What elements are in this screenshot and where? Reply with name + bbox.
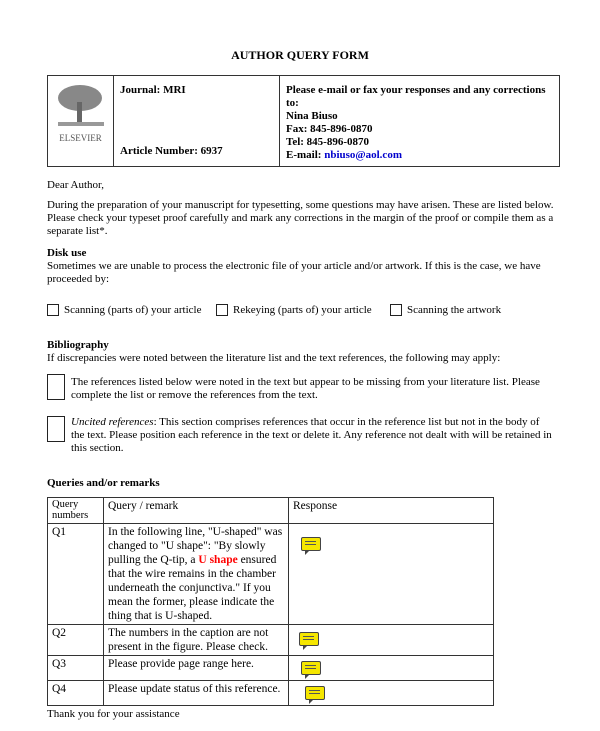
comment-note-icon[interactable] (299, 632, 319, 646)
query-id: Q1 (48, 524, 104, 625)
rekey-article-label: Rekeying (parts of) your article (233, 304, 372, 316)
missing-references-text: The references listed below were noted in the text but appear to be missing from your literature list. Please complete the list or remove the references from the text. (71, 376, 540, 401)
rekey-article-checkbox[interactable] (216, 304, 228, 316)
column-header: Query numbers (48, 498, 104, 524)
response-cell[interactable] (289, 681, 494, 706)
table-header-row (48, 498, 494, 524)
logo-cell (48, 76, 114, 166)
remark-text: In the following line, "U-shaped" was changed to "U shape": "By slowly pulling the Q-tip, a (108, 526, 283, 566)
greeting: Dear Author, (47, 179, 104, 191)
logo-text: ELSEVIER (59, 133, 102, 143)
table-row (48, 656, 494, 681)
disk-use-text: Sometimes we are unable to process the electronic file of your article and/or artwork. If this is the case, we have proceeded by: (47, 260, 541, 285)
article-number: Article Number: 6937 (120, 145, 223, 157)
queries-table (47, 497, 494, 706)
table-row (48, 681, 494, 706)
page-title: AUTHOR QUERY FORM (231, 48, 369, 62)
missing-references-row (47, 374, 552, 402)
elsevier-tree-logo (50, 82, 112, 132)
disk-option (216, 304, 390, 317)
table-row (48, 625, 494, 656)
uncited-references-row (47, 416, 552, 455)
query-id: Q2 (48, 625, 104, 656)
queries-heading: Queries and/or remarks (47, 477, 160, 489)
response-cell[interactable] (289, 656, 494, 681)
contact-fax: Fax: 845-896-0870 (286, 123, 373, 135)
header-box (47, 75, 560, 167)
scan-artwork-checkbox[interactable] (390, 304, 402, 316)
journal-name: Journal: MRI (120, 84, 186, 96)
comment-note-icon[interactable] (301, 537, 321, 551)
disk-option (47, 304, 216, 317)
bibliography-heading: Bibliography (47, 339, 109, 351)
query-remark (104, 524, 289, 625)
uncited-label: Uncited references (71, 416, 154, 428)
scan-article-label: Scanning (parts of) your article (64, 304, 202, 316)
response-cell[interactable] (289, 524, 494, 625)
scan-article-checkbox[interactable] (47, 304, 59, 316)
uncited-description: : This section comprises references that occur in the reference list but not in the body of the text. Please position each reference in the text or delete it. Any reference not dealt with will be retained in this section. (71, 416, 552, 454)
missing-references-checkbox[interactable] (47, 374, 65, 400)
query-remark: Please provide page range here. (104, 656, 289, 681)
uncited-references-text (71, 416, 552, 455)
query-id: Q3 (48, 656, 104, 681)
comment-note-icon[interactable] (301, 661, 321, 675)
uncited-references-checkbox[interactable] (47, 416, 65, 442)
table-row (48, 524, 494, 625)
bibliography-text: If discrepancies were noted between the literature list and the text references, the following may apply: (47, 352, 501, 364)
disk-options (47, 304, 560, 317)
journal-cell (114, 76, 280, 166)
query-id: Q4 (48, 681, 104, 706)
column-header: Query / remark (104, 498, 289, 524)
contact-info (280, 76, 559, 166)
intro-paragraph: During the preparation of your manuscript for typesetting, some questions may have arisen. These are listed below. Please check your typeset proof carefully and mark any corrections in the margin of the proof or compile them as a separate list*. (47, 199, 554, 237)
contact-tel: Tel: 845-896-0870 (286, 136, 370, 148)
thanks-text: Thank you for your assistance (47, 708, 180, 720)
contact-intro: Please e-mail or fax your responses and any corrections to: (286, 84, 546, 109)
column-header: Response (289, 498, 494, 524)
contact-name: Nina Biuso (286, 110, 338, 122)
response-cell[interactable] (289, 625, 494, 656)
email-link[interactable]: nbiuso@aol.com (324, 149, 402, 161)
scan-artwork-label: Scanning the artwork (407, 304, 502, 316)
highlighted-text: U shape (198, 554, 238, 566)
comment-note-icon[interactable] (305, 686, 325, 700)
query-remark: The numbers in the caption are not present in the figure. Please check. (104, 625, 289, 656)
disk-option (390, 304, 501, 317)
query-remark: Please update status of this reference. (104, 681, 289, 706)
disk-use-heading: Disk use (47, 247, 87, 259)
remark-text: ensured that the wire remains in the chamber underneath the conjunctiva." If you mean the former, please indicate the thing that is U-shaped. (108, 554, 277, 622)
email-label: E-mail: (286, 149, 325, 161)
